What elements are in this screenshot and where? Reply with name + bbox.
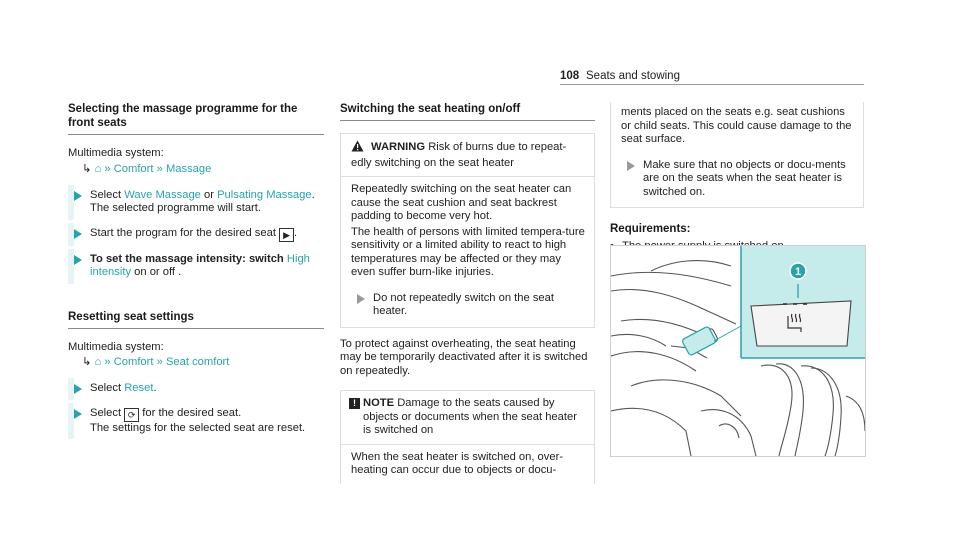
switch-highlight (682, 326, 717, 356)
step-select-reset (68, 382, 324, 396)
step-arrow-icon (74, 255, 82, 265)
step-arrow-icon (74, 229, 82, 239)
step-start-program (68, 227, 324, 242)
step-massage-intensity (68, 253, 324, 280)
step-text: . (153, 382, 157, 394)
note-box-continued (610, 102, 864, 208)
seat-reset-icon[interactable]: ⟳ (124, 408, 139, 422)
warning-text: The health of persons with limited tempera-ture sensitivity or a limited ability to react to high temperatures may be affected or they may even suffer burn-like injuries. (351, 225, 585, 278)
menu-item-comfort[interactable]: Comfort (113, 356, 154, 368)
double-chevron-icon: » (156, 162, 163, 175)
step-result: The settings for the selected seat are reset. (90, 421, 306, 434)
warning-header (341, 134, 594, 177)
menu-item-seat-comfort[interactable]: Seat comfort (165, 356, 230, 368)
exclamation-icon: ! (349, 398, 360, 409)
option-reset[interactable]: Reset (124, 382, 154, 394)
step-arrow-icon (74, 191, 82, 201)
overheating-paragraph: To protect against overheating, the seat heating may be temporarily deactivated after it is switched on repeatedly. (340, 337, 588, 377)
column-2 (340, 102, 595, 484)
note-body-continued: ments placed on the seats e.g. seat cushions or child seats. This could cause damage to the seat surface. (621, 106, 852, 145)
step-text: . (294, 226, 298, 239)
note-step-container (611, 153, 863, 208)
note-label: NOTE (363, 397, 395, 409)
double-chevron-icon: » (104, 162, 111, 175)
step-text: or (200, 188, 218, 201)
menu-path (82, 161, 324, 177)
step-text: Select (90, 406, 125, 419)
step-text: on or off . (131, 266, 182, 278)
step-arrow-icon (74, 384, 82, 394)
note-header (341, 391, 594, 445)
option-high-intensity[interactable]: High intensity (90, 252, 310, 278)
path-arrow-icon: ↳ (82, 356, 92, 368)
step-text: . (311, 188, 315, 201)
note-body: When the seat heater is switched on, over-heating can occur due to objects or docu- (351, 450, 564, 476)
warning-title: Risk of burns due to repeat-edly switching on the seat heater (351, 141, 567, 169)
path-label: Multimedia system: (68, 340, 164, 353)
heading-rule (68, 134, 324, 135)
warning-step (351, 292, 586, 319)
step-text: Select (90, 188, 125, 201)
step-arrow-icon (357, 294, 365, 304)
note-title: Damage to the seats caused by objects or documents when the seat heater is switched on (363, 397, 577, 436)
path-label: Multimedia system: (68, 147, 164, 159)
requirements-heading: Requirements: (610, 223, 691, 235)
page-title: Seats and stowing (586, 70, 680, 82)
step-select-programme (68, 189, 324, 216)
step-text: Start the program for the desired seat (90, 226, 280, 239)
step-text: Do not repeatedly switch on the seat heater. (373, 291, 554, 317)
warning-label: WARNING (371, 141, 426, 153)
menu-item-comfort[interactable]: Comfort (113, 162, 154, 175)
step-text: for the desired seat. (139, 406, 242, 419)
section-heading-massage: Selecting the massage programme for the front seats (68, 103, 298, 129)
double-chevron-icon: » (104, 356, 111, 368)
step-text: Select (90, 382, 125, 394)
step-arrow-icon (74, 409, 82, 419)
path-arrow-icon: ↳ (82, 162, 92, 175)
play-icon[interactable]: ▶ (279, 228, 294, 242)
heading-rule (340, 120, 595, 121)
home-icon[interactable]: ⌂ (94, 162, 102, 175)
step-arrow-icon (627, 161, 635, 171)
step-select-seat (68, 407, 324, 436)
door-panel-drawing (611, 246, 865, 456)
menu-item-massage[interactable]: Massage (165, 162, 212, 175)
column-1 (68, 102, 324, 435)
option-pulsating-massage[interactable]: Pulsating Massage (217, 188, 312, 201)
seat-heater-button (751, 301, 851, 346)
home-icon[interactable]: ⌂ (94, 356, 102, 368)
column-3 (610, 102, 864, 254)
header-rule (560, 84, 864, 85)
warning-triangle-icon (351, 140, 365, 157)
section-heading-seat-heating: Switching the seat heating on/off (340, 103, 521, 115)
step-result: The selected programme will start. (90, 202, 261, 214)
section-heading-reset: Resetting seat settings (68, 310, 194, 323)
warning-box (340, 133, 595, 328)
option-wave-massage[interactable]: Wave Massage (124, 188, 201, 201)
menu-path (82, 354, 324, 370)
callout-number: 1 (794, 266, 802, 278)
warning-text: Repeatedly switching on the seat heater can cause the seat cushion and seat backrest padding to become very hot. (351, 183, 572, 222)
note-step (621, 159, 855, 200)
note-box (340, 390, 595, 484)
seat-heater-illustration (610, 245, 866, 457)
step-text: Make sure that no objects or docu-ments are on the seats when the seat heater is switched on. (643, 158, 846, 198)
warning-body (341, 177, 594, 327)
step-bold-text: To set the massage intensity: switch (90, 252, 287, 265)
heading-rule (68, 328, 324, 329)
double-chevron-icon: » (156, 356, 163, 368)
page-number: 108 (560, 70, 580, 82)
